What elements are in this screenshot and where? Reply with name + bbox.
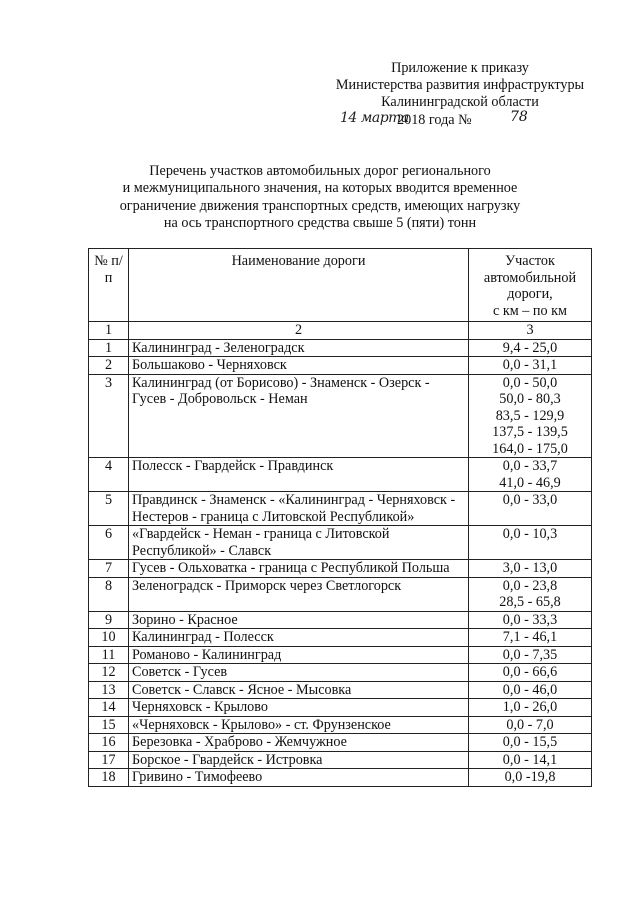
segment-range: 83,5 - 129,9 (495, 407, 565, 424)
column-number-1: 1 (89, 322, 129, 340)
road-segments (469, 769, 592, 787)
row-number: 12 (89, 664, 129, 682)
appendix-header (300, 60, 620, 131)
road-name: Полесск - Гвардейск - Правдинск (129, 458, 469, 492)
row-number: 17 (89, 751, 129, 769)
road-name: «Черняховск - Крылово» - ст. Фрунзенское (129, 716, 469, 734)
title-line-1: Перечень участков автомобильных дорог регионального (149, 163, 491, 179)
table-row (89, 629, 592, 647)
row-number: 18 (89, 769, 129, 787)
table-row (89, 526, 592, 560)
road-segments (469, 629, 592, 647)
table-row (89, 339, 592, 357)
road-name: Зеленоградск - Приморск через Светлогорск (129, 577, 469, 611)
road-segments (469, 716, 592, 734)
road-name: Правдинск - Знаменск - «Калининград - Черняховск - Нестеров - граница с Литовской Республикой» (129, 492, 469, 526)
road-segments (469, 611, 592, 629)
table-row (89, 458, 592, 492)
column-number-row (89, 322, 592, 340)
header-segment-line-1: Участок (505, 253, 555, 269)
road-segments (469, 458, 592, 492)
header-road-name: Наименование дороги (129, 249, 469, 322)
table-row (89, 577, 592, 611)
document-title (100, 163, 540, 232)
road-name: «Гвардейск - Неман - граница с Литовской Республикой» - Славск (129, 526, 469, 560)
road-name: Гривино - Тимофеево (129, 769, 469, 787)
table-row (89, 734, 592, 752)
table-row (89, 357, 592, 375)
segment-range: 41,0 - 46,9 (499, 474, 561, 491)
table-row (89, 699, 592, 717)
row-number: 6 (89, 526, 129, 560)
order-year-text: 2018 года № (397, 112, 472, 128)
road-segments (469, 526, 592, 560)
segment-range: 0,0 - 23,8 (502, 577, 558, 594)
road-segments (469, 374, 592, 458)
road-segments (469, 664, 592, 682)
table-header-row (89, 249, 592, 322)
road-segments (469, 734, 592, 752)
segment-range: 0,0 - 33,3 (502, 611, 558, 628)
row-number: 4 (89, 458, 129, 492)
header-segment-line-2: автомобильной (483, 269, 577, 286)
road-segments (469, 357, 592, 375)
table-row (89, 374, 592, 458)
road-name: Советск - Славск - Ясное - Мысовка (129, 681, 469, 699)
row-number: 2 (89, 357, 129, 375)
road-name: Романово - Калининград (129, 646, 469, 664)
row-number: 16 (89, 734, 129, 752)
appendix-line-3: Калининградской области (381, 94, 539, 110)
segment-range: 0,0 - 10,3 (502, 526, 558, 542)
row-number: 11 (89, 646, 129, 664)
table-body (89, 339, 592, 786)
row-number: 3 (89, 374, 129, 458)
segment-range: 0,0 - 50,0 (502, 374, 558, 391)
row-number: 8 (89, 577, 129, 611)
table-row (89, 664, 592, 682)
title-line-2: и межмуниципального значения, на которых вводится временное (122, 180, 518, 197)
row-number: 10 (89, 629, 129, 647)
road-segments (469, 339, 592, 357)
table-row (89, 769, 592, 787)
road-name: Березовка - Храброво - Жемчужное (129, 734, 469, 752)
table-row (89, 646, 592, 664)
segment-range: 7,1 - 46,1 (502, 629, 558, 645)
title-line-3: ограничение движения транспортных средств, имеющих нагрузку (119, 197, 521, 214)
road-name: Советск - Гусев (129, 664, 469, 682)
row-number: 5 (89, 492, 129, 526)
header-segment-line-3: дороги, (507, 286, 553, 302)
road-name: Большаково - Черняховск (129, 357, 469, 375)
row-number: 1 (89, 339, 129, 357)
row-number: 7 (89, 560, 129, 578)
road-name: Борское - Гвардейск - Истровка (129, 751, 469, 769)
segment-range: 164,0 - 175,0 (492, 440, 568, 457)
segment-range: 28,5 - 65,8 (499, 594, 561, 610)
table-row (89, 611, 592, 629)
roads-table (88, 248, 592, 787)
header-segment-line-4: с км – по км (492, 302, 567, 319)
segment-range: 0,0 - 66,6 (502, 664, 558, 680)
road-segments (469, 492, 592, 526)
segment-range: 0,0 - 15,5 (502, 734, 558, 750)
handwritten-date: 14 марта (340, 110, 409, 126)
appendix-line-1: Приложение к приказу (391, 60, 529, 76)
segment-range: 137,5 - 139,5 (492, 424, 568, 440)
table-row (89, 681, 592, 699)
row-number: 14 (89, 699, 129, 717)
road-name: Гусев - Ольховатка - граница с Республикой Польша (129, 560, 469, 578)
segment-range: 9,4 - 25,0 (502, 339, 558, 356)
table-row (89, 560, 592, 578)
road-name: Калининград - Зеленоградск (129, 339, 469, 357)
road-segments (469, 751, 592, 769)
row-number: 15 (89, 716, 129, 734)
order-date-line (300, 111, 620, 131)
segment-range: 50,0 - 80,3 (499, 391, 561, 407)
road-segments (469, 699, 592, 717)
header-segment (469, 249, 592, 322)
road-name: Черняховск - Крылово (129, 699, 469, 717)
segment-range: 3,0 - 13,0 (502, 560, 558, 576)
segment-range: 0,0 - 31,1 (502, 357, 558, 373)
table-row (89, 492, 592, 526)
title-line-4: на ось транспортного средства свыше 5 (пяти) тонн (163, 214, 477, 231)
header-num: № п/п (89, 249, 129, 322)
segment-range: 0,0 - 46,0 (502, 681, 558, 698)
road-segments (469, 560, 592, 578)
segment-range: 0,0 - 33,0 (502, 492, 558, 508)
segment-range: 0,0 - 7,35 (502, 646, 558, 663)
appendix-line-2: Министерства развития инфраструктуры (335, 77, 585, 93)
column-number-3: 3 (469, 322, 592, 340)
handwritten-order-number: 78 (510, 109, 528, 125)
segment-range: 0,0 - 33,7 (502, 458, 558, 474)
table-row (89, 751, 592, 769)
segment-range: 0,0 - 14,1 (502, 751, 558, 768)
segment-range: 0,0 -19,8 (504, 769, 556, 785)
row-number: 9 (89, 611, 129, 629)
road-name: Калининград - Полесск (129, 629, 469, 647)
column-number-2: 2 (129, 322, 469, 340)
road-segments (469, 577, 592, 611)
road-segments (469, 681, 592, 699)
row-number: 13 (89, 681, 129, 699)
segment-range: 1,0 - 26,0 (502, 699, 558, 715)
table-row (89, 716, 592, 734)
road-name: Калининград (от Борисово) - Знаменск - Озерск - Гусев - Добровольск - Неман (129, 374, 469, 458)
segment-range: 0,0 - 7,0 (506, 716, 554, 733)
road-name: Зорино - Красное (129, 611, 469, 629)
road-segments (469, 646, 592, 664)
